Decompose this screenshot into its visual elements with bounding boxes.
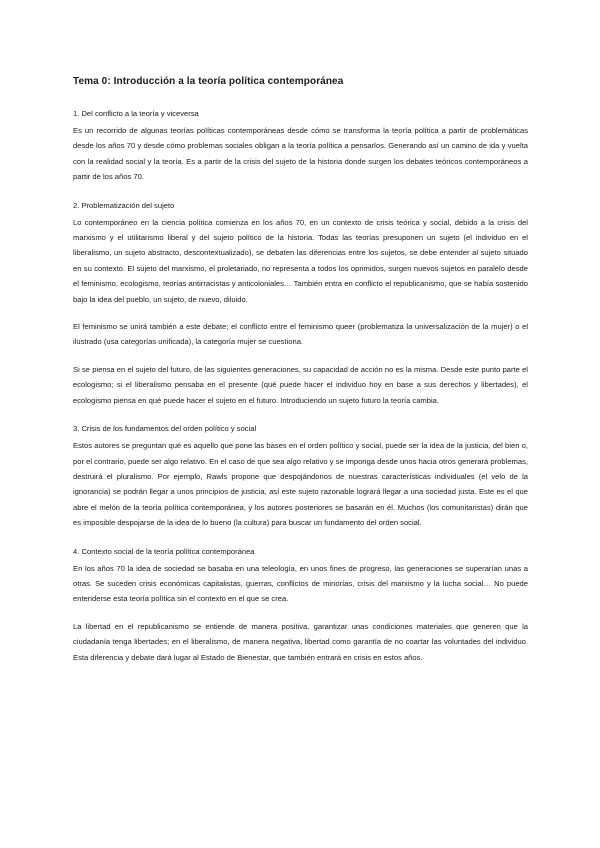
section-2 xyxy=(73,199,528,408)
section-4 xyxy=(73,545,528,665)
section-1 xyxy=(73,107,528,185)
paragraph: Si se piensa en el sujeto del futuro, de las siguientes generaciones, su capacidad de acción no es la misma. Desde este punto parte el ecologismo; si el liberalismo pensaba en el presente (qué puede hacer el individuo hoy en base a sus derechos y libertades), el ecologismo piensa en qué puede hacer el sujeto en el futuro. Introduciendo un sujeto futuro la teoría cambia. xyxy=(73,364,528,405)
section-heading: 1. Del conflicto a la teoría y viceversa xyxy=(73,109,199,118)
paragraph: Estos autores se preguntan qué es aquello que pone las bases en el orden político y social, puede ser la idea de la justicia, del bien o, por el contrario, puede ser algo relativo. En el caso de que sea algo relativo y se imponga desde unos hacia otros generará problemas, destruirá el pluralismo. Por ejemplo, Rawls propone que despojándonos de nuestras características individuales (el velo de la ignorancia) se podrán llegar a unos principios de justicia, así este sujeto razonable logrará llegar a una sociedad justa. Este es el que abre el melón de la teoría política contemporánea, y los autores posteriores se basarán en él. Muchos (los comunitaristas) dirán que es imposible despojarse de la idea de lo bueno (la cultura) para buscar un fundamento del orden social. xyxy=(73,441,528,528)
paragraph: La libertad en el republicanismo se entiende de manera positiva, garantizar unas condiciones materiales que generen que la ciudadanía tenga libertades; en el liberalismo, de manera negativa, libertad como garantía de no coartar las voluntades del individuo. Esta diferencia y debate dará lugar al Estado de Bienestar, que también entrará en crisis en estos años. xyxy=(73,621,528,662)
section-heading: 2. Problematización del sujeto xyxy=(73,200,175,210)
paragraph: En los años 70 la idea de sociedad se basaba en una teleología, en unos fines de progreso, las generaciones se superarían unas a otras. Se suceden crisis económicas capitalistas, guerras, conflictos de minorías, crisis del marxismo y la lucha social… No puede entenderse esta teoría política sin el contexto en el que se crea. xyxy=(73,563,528,604)
document-title: Tema 0: Introducción a la teoría política contemporánea xyxy=(73,76,344,87)
paragraph: Lo contemporáneo en la ciencia política comienza en los años 70, en un contexto de crisis teórica y social, debido a la crisis del marxismo y el utilitarismo liberal y del sujeto político de la historia. Todas las teorías presuponen un sujeto (el individuo en el liberalismo, un sujeto abstracto, descontextualizado), se debaten las diferencias entre los sujetos, se debe entender al sujeto situado en su contexto. El sujeto del marxismo, el proletariado, no representa a todos los oprimidos, surgen nuevos sujetos en paralelo desde el feminismo, ecologismo, teorías antirracistas y anticoloniales… También entra en conflicto el republicanismo, que se había sostenido bajo la idea del pueblo, un sujeto, de nuevo, diluido. xyxy=(73,217,528,304)
paragraph: El feminismo se unirá también a este debate; el conflicto entre el feminismo queer (problematiza la universalización de la mujer) o el ilustrado (usa categorías unificada), la categoría mujer se cuestiona. xyxy=(73,322,528,347)
section-3 xyxy=(73,422,528,530)
paragraph: Es un recorrido de algunas teorías políticas contemporáneas desde cómo se transforma la teoría política a partir de problemáticas desde los años 70 y desde cómo problemas sociales obligan a la teoría política a pensarlos. Generando así un camino de ida y vuelta con la realidad social y la teoría. Es a partir de la crisis del sujeto de la historia donde surgen los debates teóricos contemporáneos a partir de los años 70. xyxy=(73,126,528,182)
section-heading: 3. Crisis de los fundamentos del orden político y social xyxy=(73,424,257,434)
section-heading: 4. Contexto social de la teoría política contemporánea xyxy=(73,546,255,556)
